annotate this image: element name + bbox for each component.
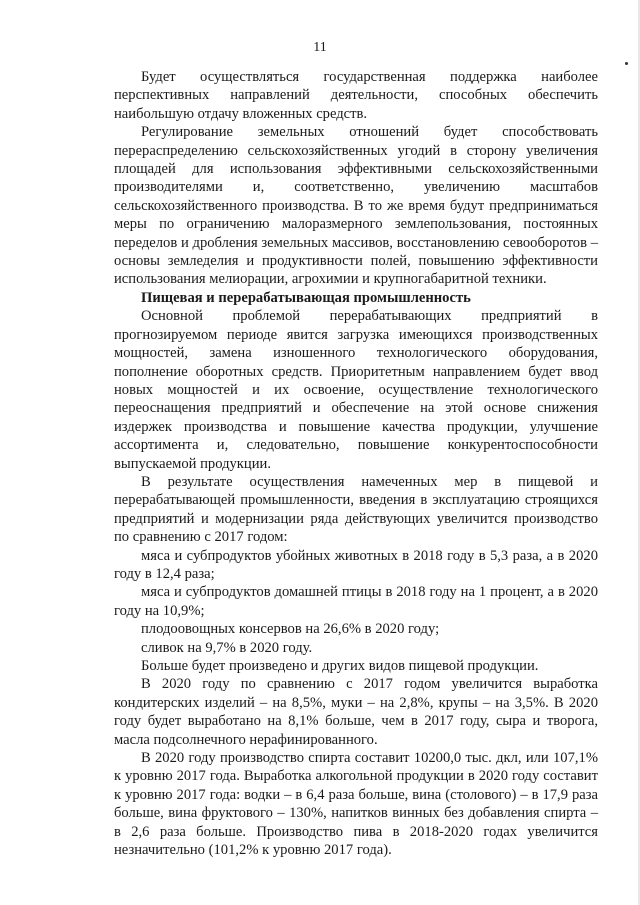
list-item: плодоовощных консервов на 26,6% в 2020 году; bbox=[141, 621, 440, 638]
paragraph: Регулирование земельных отношений будет способствовать перераспределению сельскохозяйственных угодий в сторону увеличения площадей для использования эффективными сельскохозяйственными производителями и, соответственно, увеличению масштабов сельскохозяйственного производства. В то же время будут предприниматься меры по ограничению малоразмерного землепользования, постоянных переделов и дробления земельных массивов, восстановлению севооборотов – основы земледелия и продуктивности полей, повышению эффективности использования мелиорации, агрохимии и крупногабаритной техники. bbox=[114, 124, 598, 288]
paragraph: В результате осуществления намеченных мер в пищевой и перерабатывающей промышленности, введения в эксплуатацию строящихся предприятий и модернизации ряда действующих увеличится производство по сравнению с 2017 годом: bbox=[114, 473, 598, 546]
paragraph: Больше будет произведено и других видов пищевой продукции. bbox=[141, 658, 539, 674]
paragraph: Будет осуществляться государственная поддержка наиболее перспективных направлений деятельности, способных обеспечить наибольшую отдачу вложенных средств. bbox=[114, 69, 598, 122]
list-item: мяса и субпродуктов домашней птицы в 2018 году на 1 процент, а в 2020 году на 10,9%; bbox=[114, 584, 598, 619]
list-item: мяса и субпродуктов убойных животных в 2018 году в 5,3 раза, а в 2020 году в 12,4 раза; bbox=[114, 547, 598, 582]
paragraph: В 2020 году по сравнению с 2017 годом увеличится выработка кондитерских изделий – на 8,5%, муки – на 2,8%, крупы – на 3,5%. В 2020 году будет выработано на 8,1% больше, чем в 2017 году, сыра и творога, масла подсолнечного нерафинированного. bbox=[114, 676, 598, 748]
page-number: 11 bbox=[313, 40, 327, 55]
paragraph: В 2020 году производство спирта составит 10200,0 тыс. дкл, или 107,1% к уровню 2017 года. Выработка алкогольной продукции в 2020 году составит к уровню 2017 года: водки – в 6,4 раза больше, вина (столового) – в 17,9 раза больше, вина фруктового – 130%, напитков винных без добавления спирта – в 2,6 раза больше. Производство пива в 2018-2020 годах увеличится незначительно (101,2% к уровню 2017 года). bbox=[114, 750, 598, 859]
margin-dot bbox=[625, 62, 628, 65]
document-body bbox=[114, 68, 598, 859]
list-item: сливок на 9,7% в 2020 году. bbox=[141, 639, 313, 656]
section-heading: Пищевая и перерабатывающая промышленность bbox=[141, 289, 471, 306]
paragraph: Основной проблемой перерабатывающих предприятий в прогнозируемом периоде явится загрузка имеющихся производственных мощностей, замена изношенного технологического оборудования, пополнение оборотных средств. Приоритетным направлением будет ввод новых мощностей и их освоение, осуществление технологического переоснащения предприятий и обеспечение на этой основе снижения издержек производства и повышение качества продукции, улучшение ассортимента и, следовательно, повышение конкурентоспособности выпускаемой продукции. bbox=[114, 308, 598, 472]
